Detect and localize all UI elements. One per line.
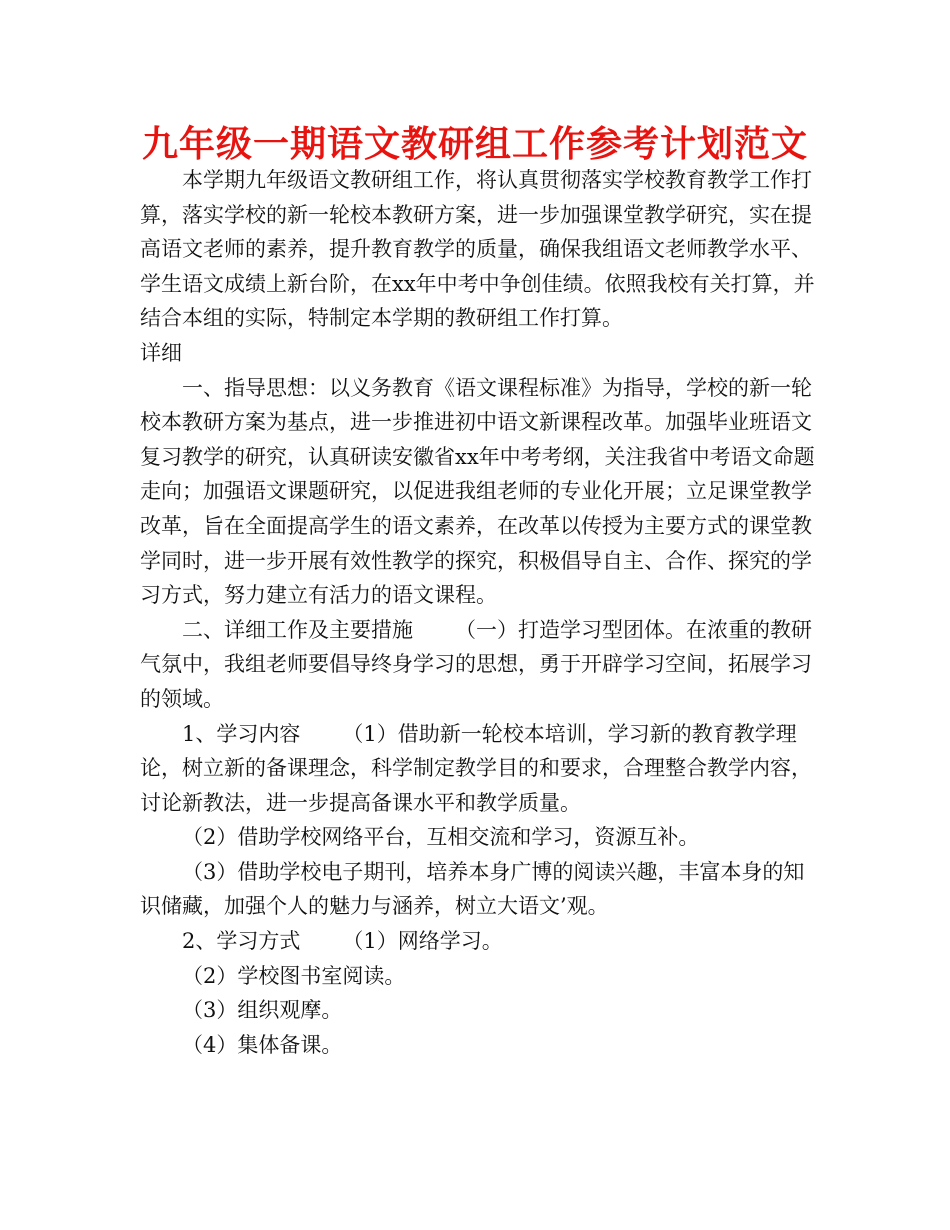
section2-heading: 二、详细工作及主要措施 [182,617,413,642]
item2-p3-paragraph [140,993,820,1028]
item1-paragraph [140,717,820,821]
item2-p2-paragraph [140,959,820,994]
item1-heading: 1、学习内容 [182,721,301,746]
item2-paragraph [140,924,820,959]
section1-text: 一、指导思想：以义务教育《语文课程标准》为指导，学校的新一轮校本教研方案为基点，进一步推进初中语文新课程改革。加强毕业班语文复习教学的研究，认真研读安徽省xx年中考考纲，关注我省中考语文命题走向；加强语文课题研究，以促进我组老师的专业化开展；立足课堂教学改革，旨在全面提高学生的语文素养，在改革以传授为主要方式的课堂教学同时，进一步开展有效性教学的探究，积极倡导自主、合作、探究的学习方式，努力建立有活力的语文课程。 [140,375,815,608]
detail-label: 详细 [140,340,182,365]
item2-p2: （2）学校图书室阅读。 [182,963,406,988]
document-body [140,163,820,1062]
item2-heading: 2、学习方式 [182,929,301,954]
section1-paragraph [140,371,820,613]
document-title: 九年级一期语文教研组工作参考计划范文 [141,124,808,165]
item1-p1: （1）借助新一轮校本培训，学习新的教育教学理论，树立新的备课理念，科学制定教学目的和要求，合理整合教学内容，讨论新教法，进一步提高备课水平和教学质量。 [140,721,812,815]
item1-p2-paragraph [140,820,820,855]
section2-sub1: （一）打造学习型团体。在浓重的教研气氛中，我组老师要倡导终身学习的思想，勇于开辟学习空间，拓展学习的领域。 [140,617,812,711]
intro-text: 本学期九年级语文教研组工作，将认真贯彻落实学校教育教学工作打算，落实学校的新一轮校本教研方案，进一步加强课堂教学研究，实在提高语文老师的素养，提升教育教学的质量，确保我组语文老师教学水平、学生语文成绩上新台阶，在xx年中考中争创佳绩。依照我校有关打算，并结合本组的实际，特制定本学期的教研组工作打算。 [140,168,815,331]
item2-p4-paragraph [140,1028,820,1063]
item2-p1: （1）网络学习。 [342,929,503,954]
section2-paragraph [140,613,820,717]
item1-p3: （3）借助学校电子期刊，培养本身广博的阅读兴趣，丰富本身的知识储藏，加强个人的魅力与涵养，树立大语文’观。 [140,859,805,919]
item1-p3-paragraph [140,855,820,924]
item2-p4: （4）集体备课。 [182,1032,343,1057]
intro-paragraph [140,163,820,336]
item1-p2: （2）借助学校网络平台，互相交流和学习，资源互补。 [182,825,700,850]
item2-p3: （3）组织观摩。 [182,998,343,1023]
